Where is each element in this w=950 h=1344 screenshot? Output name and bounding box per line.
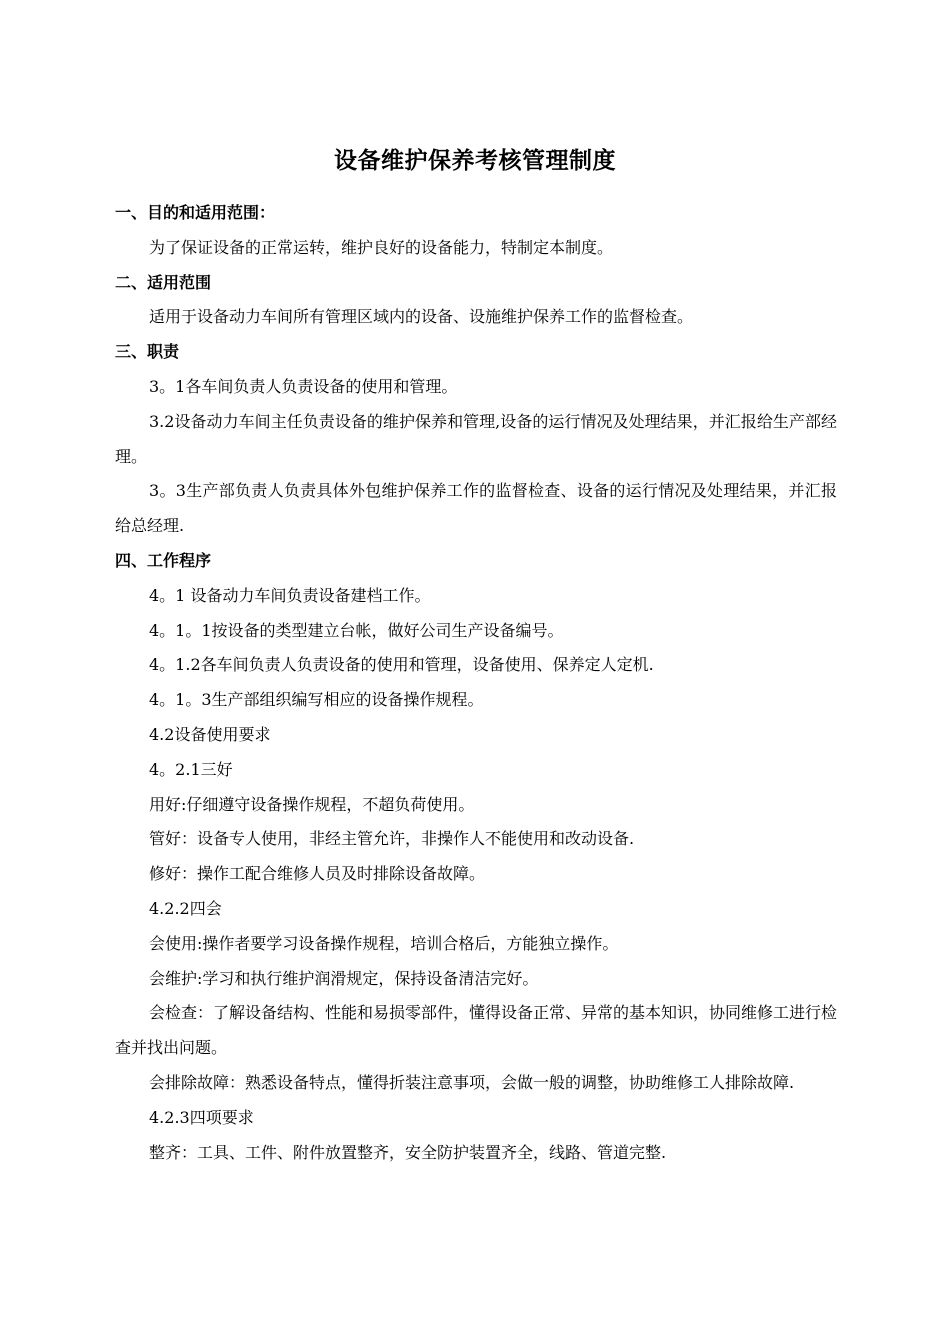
document-title: 设备维护保养考核管理制度: [334, 148, 616, 174]
procedure-line: 会使用:操作者要学习设备操作规程，培训合格后，方能独立操作。: [149, 933, 619, 953]
paragraph: 3。3生产部负责人负责具体外包维护保养工作的监督检查、设备的运行情况及处理结果，并汇报给总经理.: [115, 481, 837, 536]
procedure-line: 4。1 设备动力车间负责设备建档工作。: [149, 585, 431, 605]
procedure-line: 4.2.2四会: [149, 898, 222, 918]
section-heading-purpose: 一、目的和适用范围：: [115, 203, 276, 222]
paragraph: 适用于设备动力车间所有管理区域内的设备、设施维护保养工作的监督检查。: [149, 307, 694, 327]
procedure-line: 4.2.3四项要求: [149, 1107, 254, 1127]
section-heading-procedures: 四、工作程序: [115, 550, 212, 570]
procedure-line: 4。1.2各车间负责人负责设备的使用和管理，设备使用、保养定人定机.: [149, 655, 654, 675]
procedure-line: 4。2.1三好: [149, 759, 233, 779]
section-heading-scope: 二、适用范围: [115, 272, 212, 292]
procedure-line: 4.2设备使用要求: [149, 724, 271, 744]
paragraph: 3。1各车间负责人负责设备的使用和管理。: [149, 376, 458, 396]
procedure-line: 用好:仔细遵守设备操作规程，不超负荷使用。: [149, 794, 475, 814]
section-heading-responsibilities: 三、职责: [115, 342, 180, 362]
procedure-line: 管好：设备专人使用，非经主管允许，非操作人不能使用和改动设备.: [149, 829, 635, 849]
paragraph: 会检查：了解设备结构、性能和易损零部件，懂得设备正常、异常的基本知识，协同维修工进行检查并找出问题。: [115, 1003, 838, 1058]
procedure-line: 整齐：工具、工件、附件放置整齐，安全防护装置齐全，线路、管道完整.: [149, 1142, 667, 1162]
paragraph: 为了保证设备的正常运转，维护良好的设备能力，特制定本制度。: [149, 237, 614, 257]
document-body: [115, 196, 837, 1170]
procedure-line: 4。1。3生产部组织编写相应的设备操作规程。: [149, 690, 484, 710]
procedure-line: 4。1。1按设备的类型建立台帐，做好公司生产设备编号。: [149, 620, 564, 640]
paragraph: 会排除故障：熟悉设备特点，懂得折装注意事项，会做一般的调整，协助维修工人排除故障.: [149, 1072, 795, 1092]
procedure-line: 会维护:学习和执行维护润滑规定，保持设备清洁完好。: [149, 968, 539, 988]
procedure-line: 修好：操作工配合维修人员及时排除设备故障。: [149, 864, 486, 884]
paragraph: 3.2设备动力车间主任负责设备的维护保养和管理,设备的运行情况及处理结果，并汇报给生产部经理。: [115, 411, 837, 466]
